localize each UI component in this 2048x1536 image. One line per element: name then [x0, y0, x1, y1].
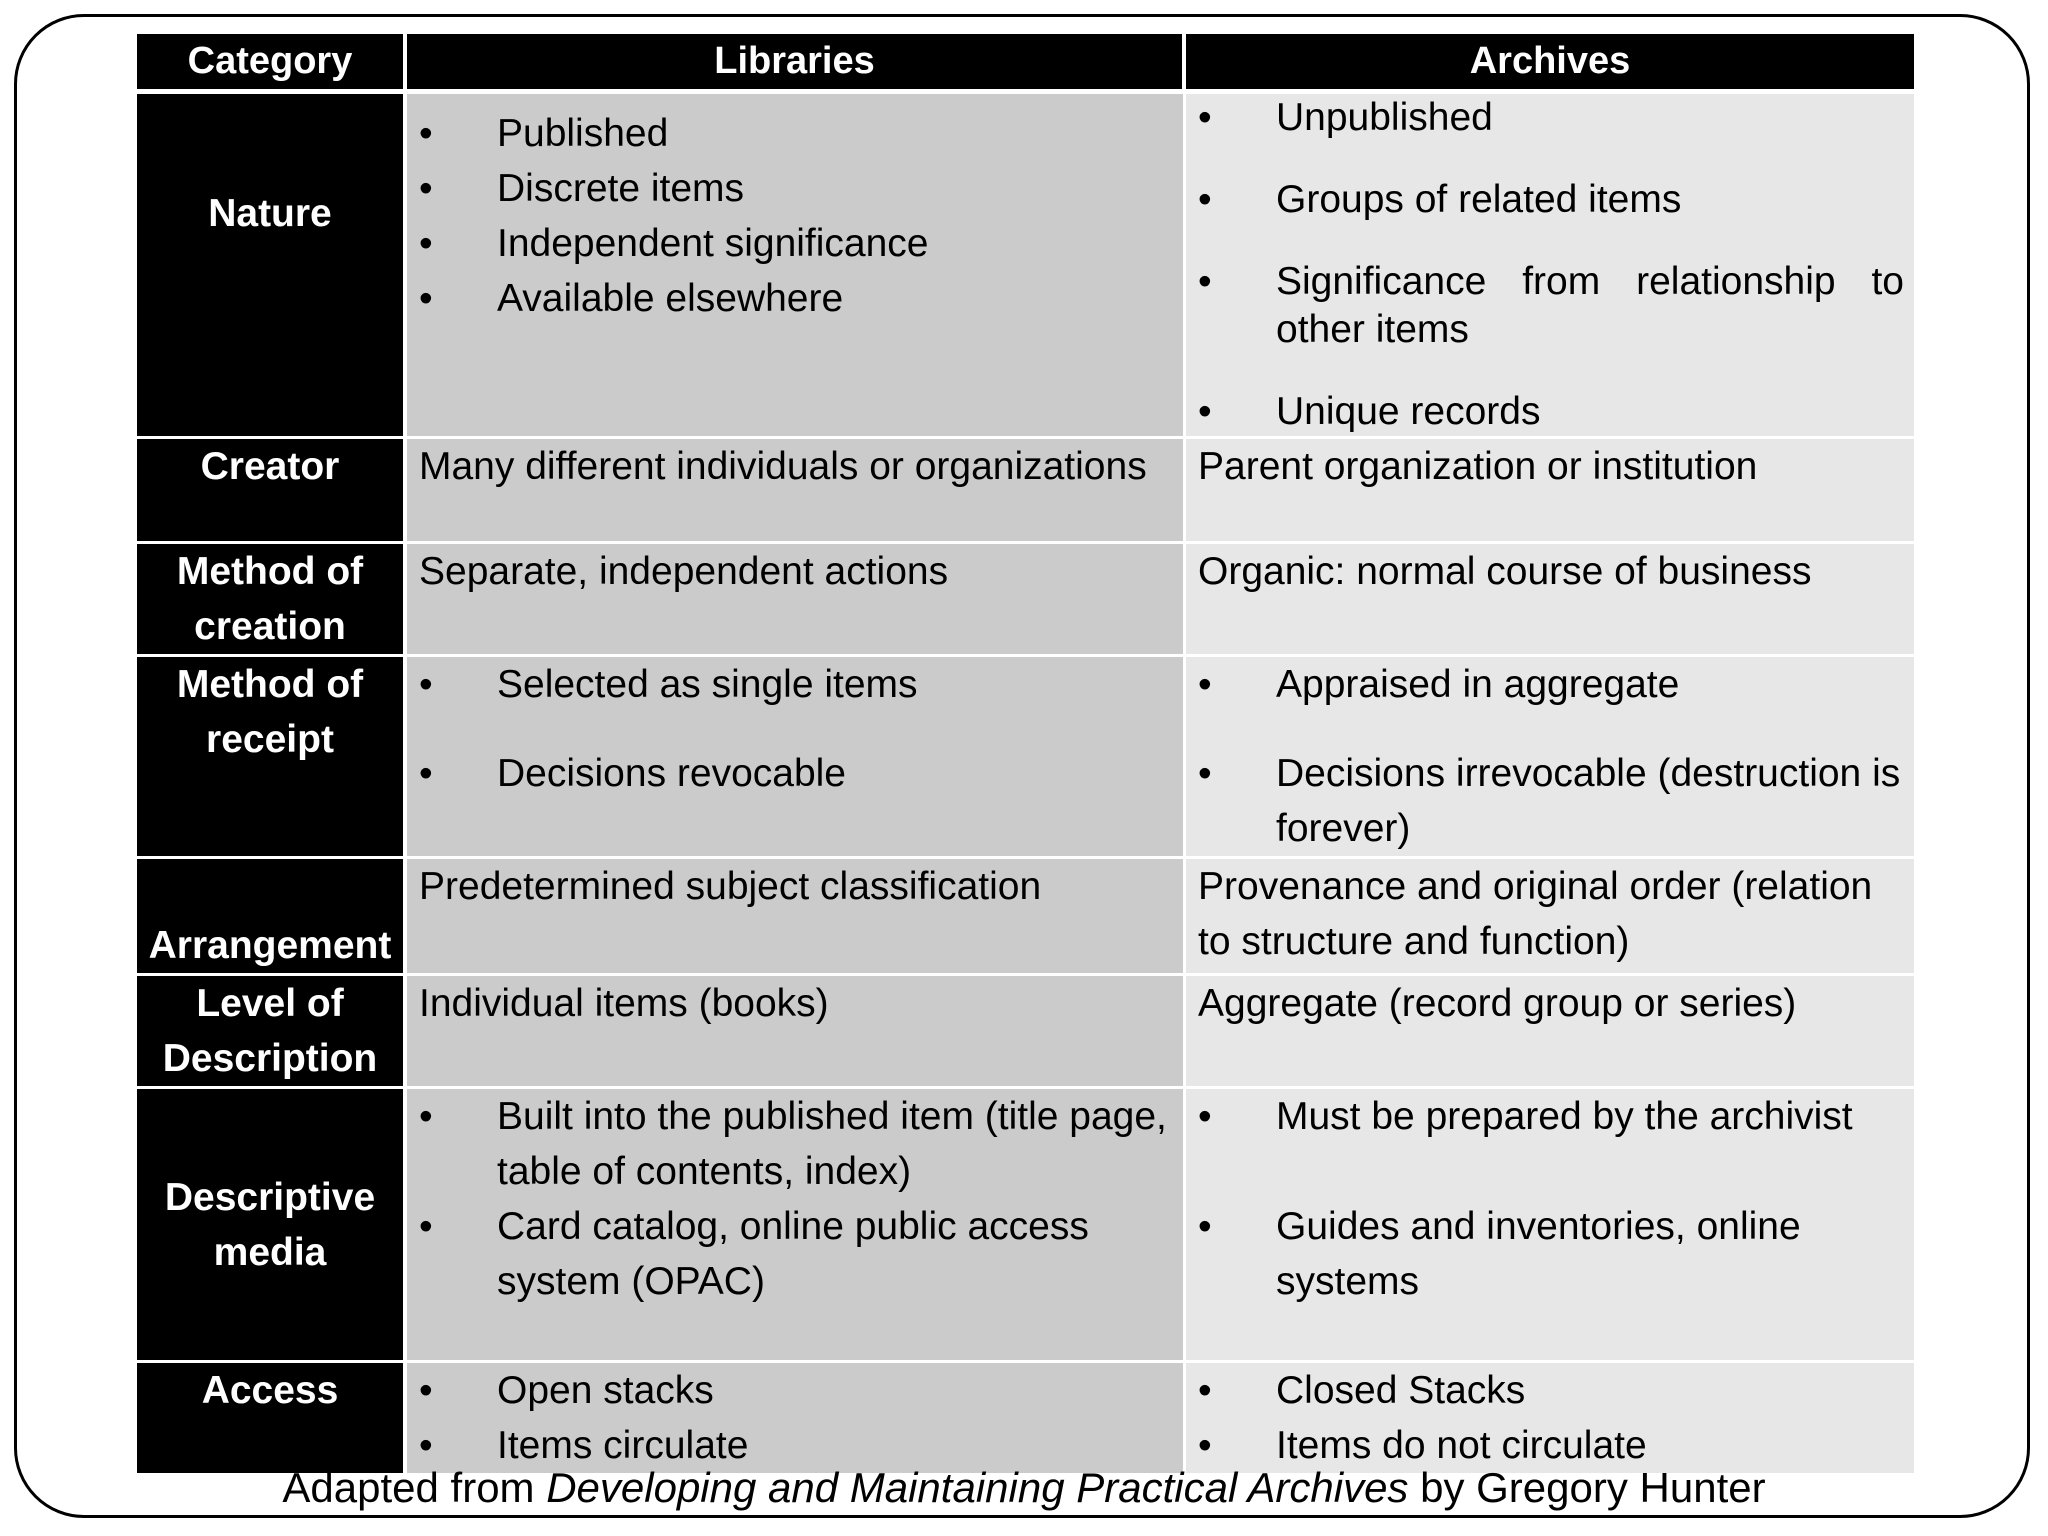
comparison-table: [137, 34, 1914, 1476]
list-item: • Available elsewhere: [419, 271, 1173, 326]
libraries-cell: [407, 859, 1186, 976]
archives-cell: [1186, 439, 1914, 544]
row-nature: [137, 94, 1914, 439]
caption-suffix: by Gregory Hunter: [1408, 1464, 1766, 1511]
libraries-cell: [407, 1363, 1186, 1476]
row-arrangement: [137, 859, 1914, 976]
row-method-of-receipt: [137, 657, 1914, 859]
cell-text: Many different individuals or organizations: [419, 445, 1147, 488]
list-item: • Appraised in aggregate: [1198, 657, 1904, 712]
bullet-list: [419, 657, 1173, 801]
header-category: Category: [137, 34, 407, 94]
list-item: • Decisions revocable: [419, 746, 1173, 801]
cell-text: Individual items (books): [419, 982, 829, 1025]
libraries-cell: [407, 439, 1186, 544]
libraries-cell: [407, 657, 1186, 859]
libraries-cell: [407, 94, 1186, 439]
archives-cell: [1186, 976, 1914, 1089]
bullet-list: [419, 106, 1173, 326]
category-label: Nature: [208, 192, 332, 235]
header-row: [137, 34, 1914, 94]
libraries-cell: [407, 1089, 1186, 1363]
bullet-list: [1198, 94, 1904, 436]
list-item: • Items do not circulate: [1198, 1418, 1904, 1473]
cell-text: Organic: normal course of business: [1198, 550, 1812, 593]
list-item: • Published: [419, 106, 1173, 161]
caption-prefix: Adapted from: [282, 1464, 547, 1511]
list-item: • Discrete items: [419, 161, 1173, 216]
list-item: • Significance from relationship to other items: [1198, 258, 1904, 354]
list-item: • Must be prepared by the archivist: [1198, 1089, 1904, 1144]
list-item: • Built into the published item (title page, table of contents, index): [419, 1089, 1173, 1199]
category-cell: [137, 439, 407, 544]
row-access: [137, 1363, 1914, 1476]
source-caption: [0, 1464, 2048, 1512]
category-label: Arrangement: [148, 924, 392, 967]
list-item: • Unpublished: [1198, 94, 1904, 142]
category-cell: [137, 1089, 407, 1363]
list-item: • Independent significance: [419, 216, 1173, 271]
list-item: • Decisions irrevocable (destruction is forever): [1198, 746, 1904, 856]
cell-text: Predetermined subject classification: [419, 865, 1042, 908]
bullet-list: [1198, 1089, 1904, 1309]
bullet-list: [419, 1089, 1173, 1309]
category-label: Descriptive media: [164, 1175, 376, 1274]
list-item: • Selected as single items: [419, 657, 1173, 712]
list-item: • Card catalog, online public access system (OPAC): [419, 1199, 1173, 1309]
list-item: • Groups of related items: [1198, 176, 1904, 224]
archives-cell: [1186, 657, 1914, 859]
list-item: • Unique records: [1198, 388, 1904, 436]
list-item: • Items circulate: [419, 1418, 1173, 1473]
row-descriptive-media: [137, 1089, 1914, 1363]
libraries-cell: [407, 544, 1186, 657]
category-label: Creator: [200, 445, 340, 488]
cell-text: Parent organization or institution: [1198, 445, 1758, 488]
category-label: Method of receipt: [176, 663, 364, 761]
caption-book-title: Developing and Maintaining Practical Archives: [546, 1464, 1409, 1511]
category-cell: [137, 859, 407, 976]
row-level-of-description: [137, 976, 1914, 1089]
row-creator: [137, 439, 1914, 544]
category-label: Level of Description: [162, 982, 378, 1080]
archives-cell: [1186, 1089, 1914, 1363]
archives-cell: [1186, 1363, 1914, 1476]
category-label: Method of creation: [176, 550, 364, 648]
bullet-list: [1198, 1363, 1904, 1473]
category-cell: [137, 657, 407, 859]
archives-cell: [1186, 544, 1914, 657]
category-label: Access: [201, 1369, 339, 1412]
cell-text: Aggregate (record group or series): [1198, 982, 1797, 1025]
header-archives: Archives: [1186, 34, 1914, 94]
category-cell: [137, 94, 407, 439]
cell-text: Separate, independent actions: [419, 550, 949, 593]
libraries-cell: [407, 976, 1186, 1089]
archives-cell: [1186, 859, 1914, 976]
list-item: • Closed Stacks: [1198, 1363, 1904, 1418]
list-item: • Open stacks: [419, 1363, 1173, 1418]
bullet-list: [1198, 657, 1904, 856]
list-item: • Guides and inventories, online systems: [1198, 1199, 1904, 1309]
row-method-of-creation: [137, 544, 1914, 657]
header-libraries: Libraries: [407, 34, 1186, 94]
archives-cell: [1186, 94, 1914, 439]
cell-text: Provenance and original order (relation to structure and function): [1198, 865, 1873, 963]
category-cell: [137, 544, 407, 657]
category-cell: [137, 976, 407, 1089]
bullet-list: [419, 1363, 1173, 1473]
category-cell: [137, 1363, 407, 1476]
